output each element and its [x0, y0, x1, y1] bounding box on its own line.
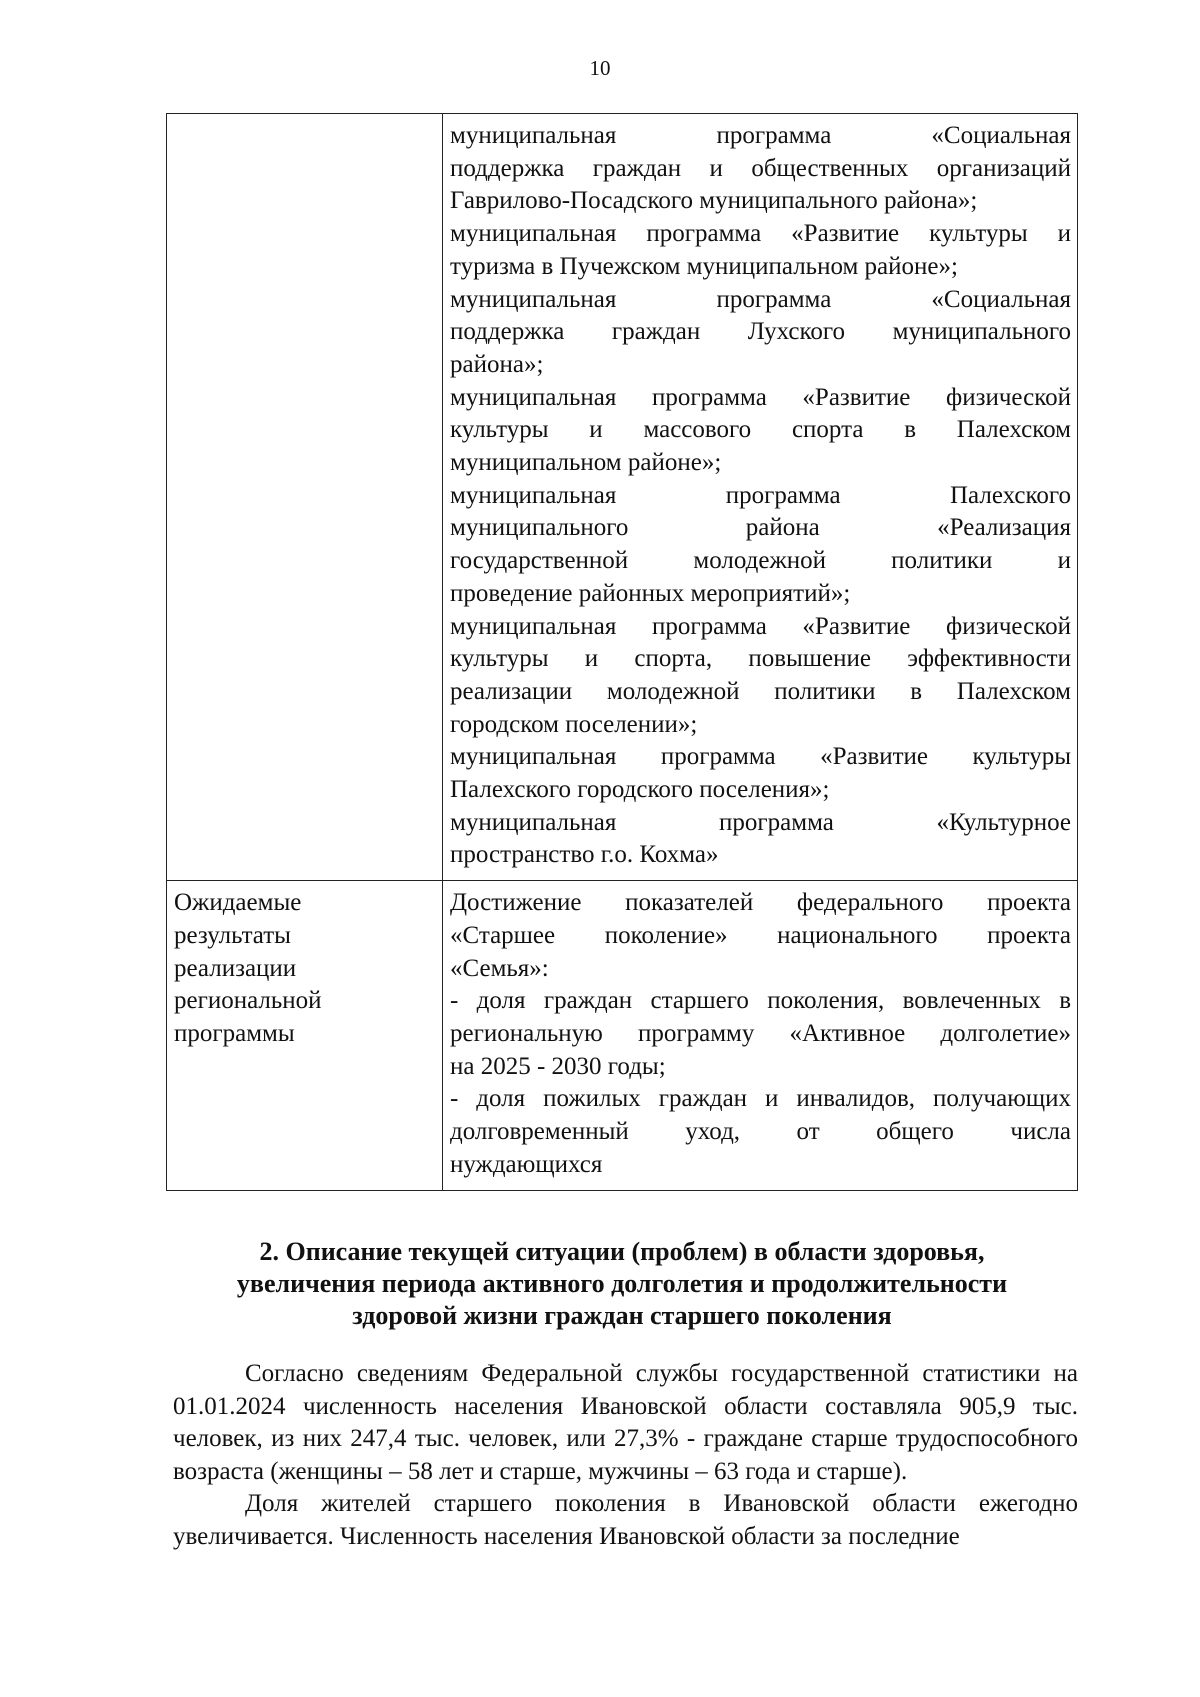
section-heading	[166, 1236, 1078, 1332]
text-line: муниципальном районе»;	[450, 449, 722, 477]
text-line: Гаврилово-Посадского муниципального района»;	[450, 187, 978, 215]
heading-line: 2. Описание текущей ситуации (проблем) в области здоровья,	[259, 1237, 985, 1266]
text-line: городском поселении»;	[450, 710, 698, 738]
text-line: муниципальная программа «Социальная	[450, 122, 1071, 149]
text-line: туризма в Пучежском муниципальном районе»;	[450, 252, 958, 280]
text-line: Достижение показателей федерального проекта	[450, 889, 1071, 917]
paragraph: Доля жителей старшего поколения в Ивановской области ежегодно увеличивается. Численность населения Ивановской области за последние	[173, 1490, 1078, 1550]
text-line: проведение районных мероприятий»;	[450, 579, 851, 607]
text-line: Палехского городского поселения»;	[450, 776, 830, 804]
text-line: - доля пожилых граждан и инвалидов, получающих	[450, 1085, 1071, 1113]
text-line: муниципальная программа Палехского	[450, 481, 1071, 509]
program-table	[166, 113, 1078, 1191]
text-line: «Семья»:	[450, 954, 549, 982]
text-line: долговременный уход, от общего числа	[450, 1118, 1071, 1146]
paragraph: Согласно сведениям Федеральной службы государственной статистики на 01.01.2024 численность населения Ивановской области составляла 905,9 тыс. человек, из них 247,4 тыс. человек, или 27,3% - граждане старше трудоспособного возраста (женщины – 58 лет и старше, мужчины – 63 года и старше).	[173, 1360, 1078, 1485]
text-line: муниципальная программа «Социальная	[450, 285, 1071, 313]
text-line: культуры и массового спорта в Палехском	[450, 416, 1071, 444]
text-line: результаты	[174, 921, 291, 949]
text-line: региональную программу «Активное долголетие»	[450, 1019, 1071, 1047]
text-line: нуждающихся	[450, 1150, 603, 1178]
text-line: муниципальная программа «Развитие культуры	[450, 743, 1071, 771]
heading-line: увеличения периода активного долголетия и продолжительности	[236, 1269, 1008, 1298]
text-line: пространство г.о. Кохма»	[450, 841, 719, 869]
text-line: поддержка граждан Лухского муниципального	[450, 318, 1071, 346]
expected-results-label-cell	[167, 881, 443, 1190]
text-line: «Старшее поколение» национального проекта	[450, 921, 1071, 949]
table-row	[167, 114, 1078, 881]
text-line: реализации	[174, 954, 297, 982]
text-line: Ожидаемые	[174, 889, 302, 917]
text-line: культуры и спорта, повышение эффективности	[450, 645, 1071, 673]
text-line: муниципальная программа «Развитие физической	[450, 612, 1071, 640]
text-line: региональной	[174, 987, 322, 1015]
text-line: - доля граждан старшего поколения, вовлеченных в	[450, 987, 1071, 1015]
text-line: на 2025 - 2030 годы;	[450, 1052, 666, 1080]
text-line: реализации молодежной политики в Палехском	[450, 677, 1071, 705]
text-line: муниципальная программа «Культурное	[450, 808, 1071, 836]
text-line: муниципального района «Реализация	[450, 514, 1071, 542]
text-line: поддержка граждан и общественных организаций	[450, 154, 1071, 182]
page-number: 10	[589, 56, 611, 80]
heading-line: здоровой жизни граждан старшего поколения	[352, 1301, 892, 1330]
text-line: государственной молодежной политики и	[450, 547, 1071, 575]
expected-results-cell	[443, 881, 1078, 1190]
text-line: района»;	[450, 350, 544, 378]
table-row	[167, 881, 1078, 1190]
text-line: муниципальная программа «Развитие культуры и	[450, 220, 1071, 248]
table-cell-empty	[167, 114, 443, 881]
municipal-programs-cell	[443, 114, 1078, 881]
text-line: программы	[174, 1019, 295, 1047]
text-line: муниципальная программа «Развитие физической	[450, 383, 1071, 411]
section-body	[173, 1358, 1078, 1553]
